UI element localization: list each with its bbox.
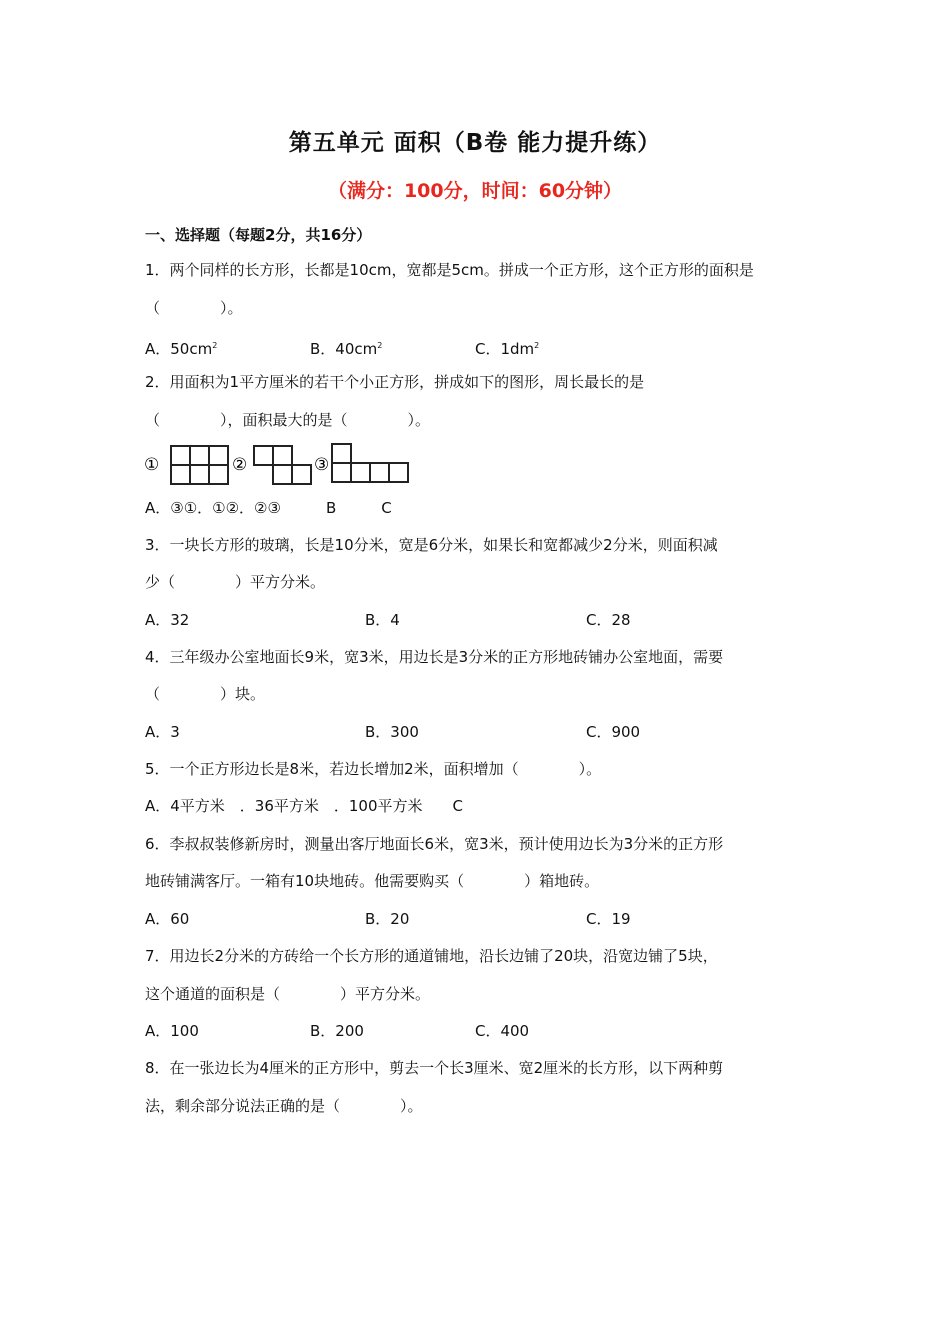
q1-option-a: A．$50cm^2$ <box>145 340 218 358</box>
q3-option-c: C．28 <box>586 611 631 629</box>
q7-line1: 7．用边长2分米的方砖给一个长方形的通道铺地，沿长边铺了20块，沿宽边铺了5块， <box>145 947 718 965</box>
q6-line2: 地砖铺满客厅。一箱有10块地砖。他需要购买（ ）箱地砖。 <box>145 872 600 890</box>
q2-line2: （ ），面积最大的是（ ）。 <box>145 411 431 429</box>
q5-options: A．4平方米 ．36平方米 ．100平方米 C <box>145 797 463 815</box>
q2-figure1-grid <box>171 446 228 484</box>
q6-line1: 6．李叔叔装修新房时，测量出客厅地面长6米，宽3米，预计使用边长为3分米的正方形 <box>145 835 724 853</box>
q4-option-b: B．300 <box>365 723 419 741</box>
q3-line2: 少（ ）平方分米。 <box>145 573 326 591</box>
q6-option-b: B．20 <box>365 910 410 928</box>
section-heading: 一、选择题（每题2分，共16分） <box>145 226 372 244</box>
q7-option-c: C．400 <box>475 1022 530 1040</box>
page-subtitle: （满分：100分，时间：60分钟） <box>327 180 623 202</box>
q2-fig2-label: ② <box>232 455 248 475</box>
q2-figure3-grid <box>332 444 408 482</box>
q1-option-c: C．$1dm^2$ <box>475 340 540 358</box>
q3-line1: 3．一块长方形的玻璃，长是10分米，宽是6分米，如果长和宽都减少2分米，则面积减 <box>145 536 718 554</box>
q7-option-a: A．100 <box>145 1022 199 1040</box>
q6-option-a: A．60 <box>145 910 190 928</box>
q4-option-a: A．3 <box>145 723 180 741</box>
q2-options: A．③①．①②．②③ B C <box>145 499 392 517</box>
q2-line1: 2．用面积为1平方厘米的若干个小正方形，拼成如下的图形，周长最长的是 <box>145 373 645 391</box>
q6-option-c: C．19 <box>586 910 631 928</box>
page-title: 第五单元 面积（B卷 能力提升练） <box>288 130 662 156</box>
q4-line2: （ ）块。 <box>145 685 266 703</box>
q2-fig1-label: ① <box>144 455 160 475</box>
q3-option-b: B．4 <box>365 611 400 629</box>
q1-line2: （ ）。 <box>145 299 243 317</box>
q4-option-c: C．900 <box>586 723 641 741</box>
q8-line1: 8．在一张边长为4厘米的正方形中，剪去一个长3厘米、宽2厘米的长方形，以下两种剪 <box>145 1059 724 1077</box>
q7-option-b: B．200 <box>310 1022 364 1040</box>
q1-option-b: B．$40cm^2$ <box>310 340 383 358</box>
q2-fig3-label: ③ <box>314 455 330 475</box>
q5-line1: 5．一个正方形边长是8米，若边长增加2米，面积增加（ ）。 <box>145 760 602 778</box>
q2-figures <box>140 438 420 490</box>
q2-figure2-grid <box>254 446 311 484</box>
q7-line2: 这个通道的面积是（ ）平方分米。 <box>145 985 431 1003</box>
q8-line2: 法，剩余部分说法正确的是（ ）。 <box>145 1097 423 1115</box>
q3-option-a: A．32 <box>145 611 190 629</box>
q1-line1: 1．两个同样的长方形，长都是10cm，宽都是5cm。拼成一个正方形，这个正方形的面积是 <box>145 261 754 279</box>
q4-line1: 4．三年级办公室地面长9米，宽3米，用边长是3分米的正方形地砖铺办公室地面，需要 <box>145 648 724 666</box>
